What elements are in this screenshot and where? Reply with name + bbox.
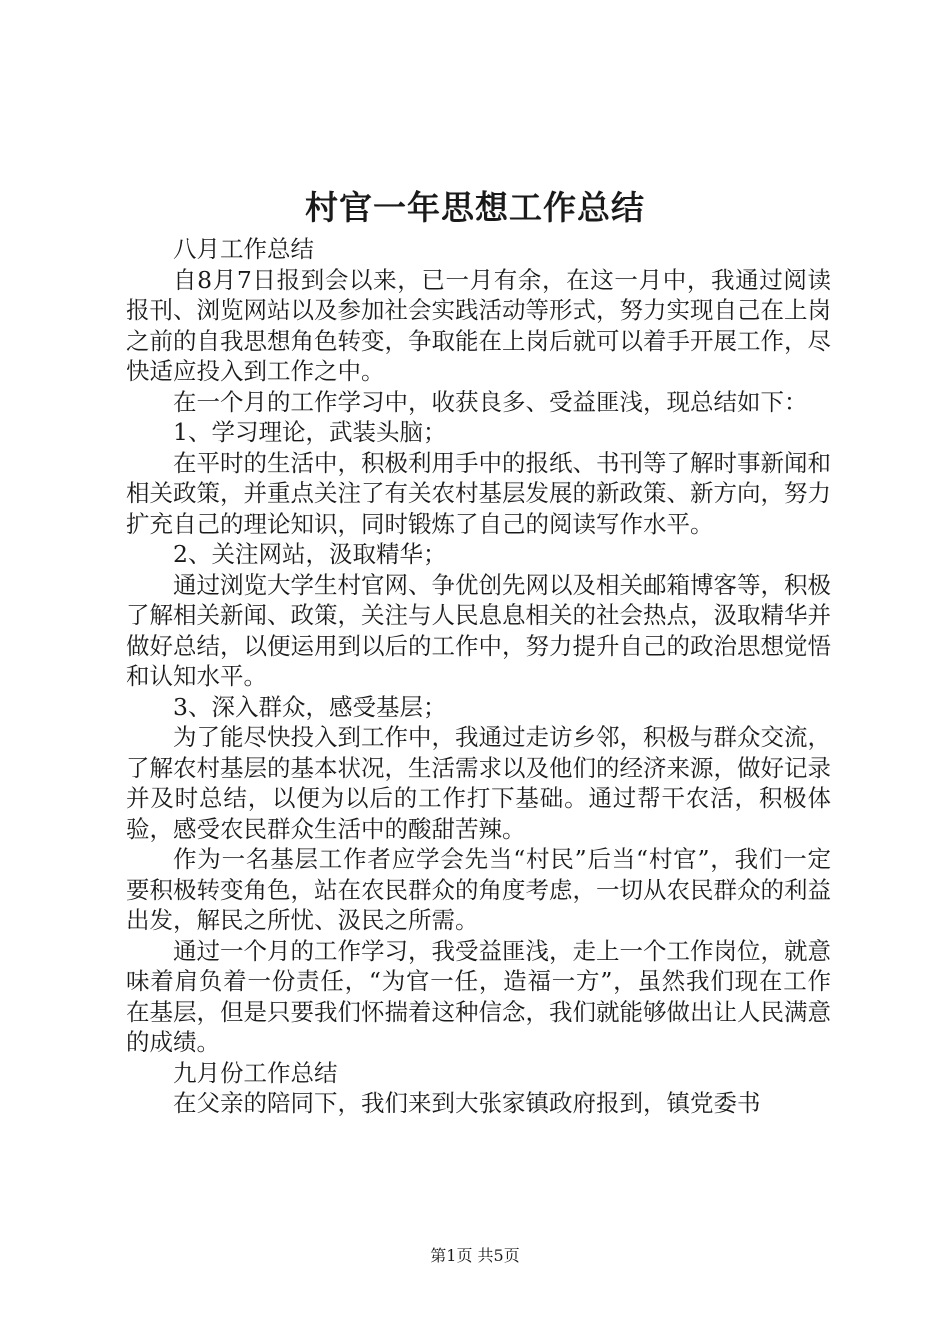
section-heading-august: 八月工作总结 [173,235,314,263]
paragraph: 在平时的生活中，积极利用手中的报纸、书刊等了解时事新闻和相关政策，并重点关注了有关农村基层发展的新政策、新方向，努力扩充自己的理论知识，同时锻炼了自己的阅读写作水平。 [126,448,831,538]
paragraph: 通过浏览大学生村官网、争优创先网以及相关邮箱博客等，积极了解相关新闻、政策，关注与人民息息相关的社会热点，汲取精华并做好总结，以便运用到以后的工作中，努力提升自己的政治思想觉悟和认知水平。 [126,570,831,690]
section-heading-september: 九月份工作总结 [173,1058,338,1087]
list-heading-1: 1、学习理论，武装头脑； [173,418,447,446]
page-number-footer: 第1页 共5页 [430,1246,520,1265]
document-body [126,234,831,1119]
paragraph: 在一个月的工作学习中，收获良多、受益匪浅，现总结如下： [173,387,808,416]
paragraph: 通过一个月的工作学习，我受益匪浅，走上一个工作岗位，就意味着肩负着一份责任，“为官一任，造福一方”，虽然我们现在工作在基层，但是只要我们怀揣着这种信念，我们就能够做出让人民满意的成绩。 [126,936,831,1056]
paragraph: 为了能尽快投入到工作中，我通过走访乡邻，积极与群众交流，了解农村基层的基本状况，生活需求以及他们的经济来源，做好记录并及时总结，以便为以后的工作打下基础。通过帮干农活，积极体验，感受农民群众生活中的酸甜苦辣。 [126,723,831,843]
paragraph: 作为一名基层工作者应学会先当“村民”后当“村官”，我们一定要积极转变角色，站在农民群众的角度考虑，一切从农民群众的利益出发，解民之所忧、汲民之所需。 [126,845,831,934]
document-title: 村官一年思想工作总结 [305,188,645,227]
list-heading-2: 2、关注网站，汲取精华； [173,540,447,568]
paragraph: 在父亲的陪同下，我们来到大张家镇政府报到，镇党委书 [173,1089,761,1117]
paragraph: 自8月7日报到会以来，已一月有余，在这一月中，我通过阅读报刊、浏览网站以及参加社会实践活动等形式，努力实现自己在上岗之前的自我思想角色转变，争取能在上岗后就可以着手开展工作，尽快适应投入到工作之中。 [126,265,831,385]
list-heading-3: 3、深入群众，感受基层； [173,692,447,721]
